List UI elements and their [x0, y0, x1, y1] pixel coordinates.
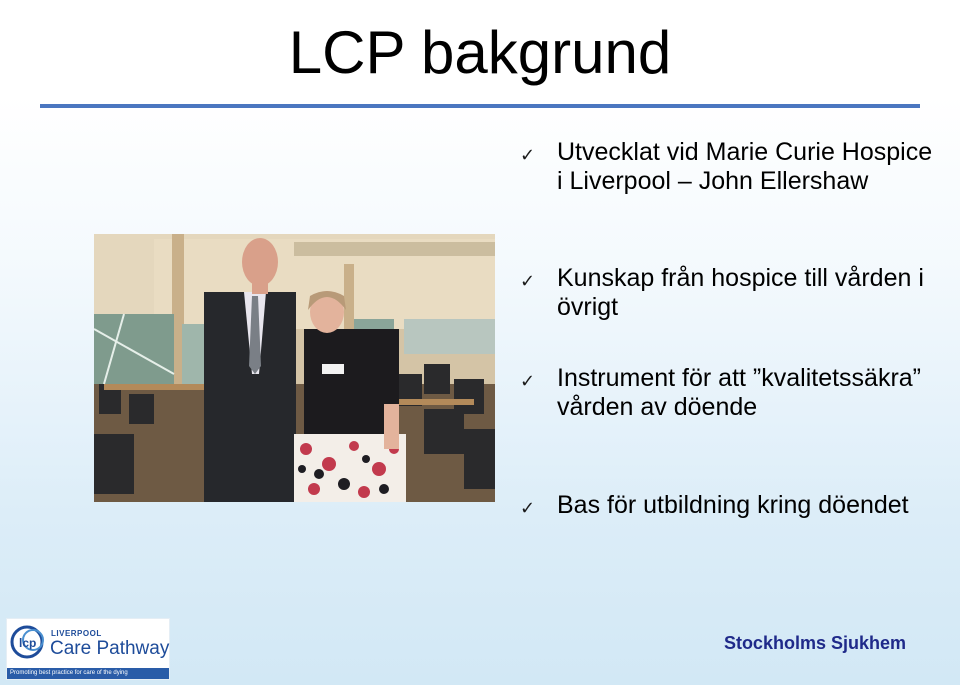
bullet-item [520, 364, 940, 422]
checkmark-icon: ✓ [520, 371, 536, 392]
bullet-item [520, 138, 940, 196]
bullet-text: Instrument för att ”kvalitetssäkra” vården av döende [557, 364, 922, 421]
checkmark-icon: ✓ [520, 498, 536, 519]
liverpool-care-pathway-logo [6, 618, 170, 680]
footer-organization: Stockholms Sjukhem [723, 633, 906, 653]
bullet-item [520, 491, 909, 520]
title-divider [40, 104, 920, 108]
logo-title: Care Pathway [50, 638, 170, 659]
logo-small-text: LIVERPOOL [51, 629, 102, 638]
lcp-emblem-icon [10, 623, 48, 661]
bullet-text: Bas för utbildning kring döendet [557, 491, 909, 519]
svg-text:lcp: lcp [19, 636, 37, 650]
bullet-text: Utvecklat vid Marie Curie Hospice i Liverpool – John Ellershaw [557, 138, 933, 195]
logo-tagline: Promoting best practice for care of the dying [7, 668, 169, 679]
photo-illustration [94, 234, 495, 502]
photo-two-people [94, 234, 495, 502]
checkmark-icon: ✓ [520, 271, 536, 292]
checkmark-icon: ✓ [520, 145, 536, 166]
bullet-text: Kunskap från hospice till vården i övrigt [557, 264, 924, 321]
bullet-item [520, 264, 940, 322]
slide-title: LCP bakgrund [288, 19, 672, 86]
